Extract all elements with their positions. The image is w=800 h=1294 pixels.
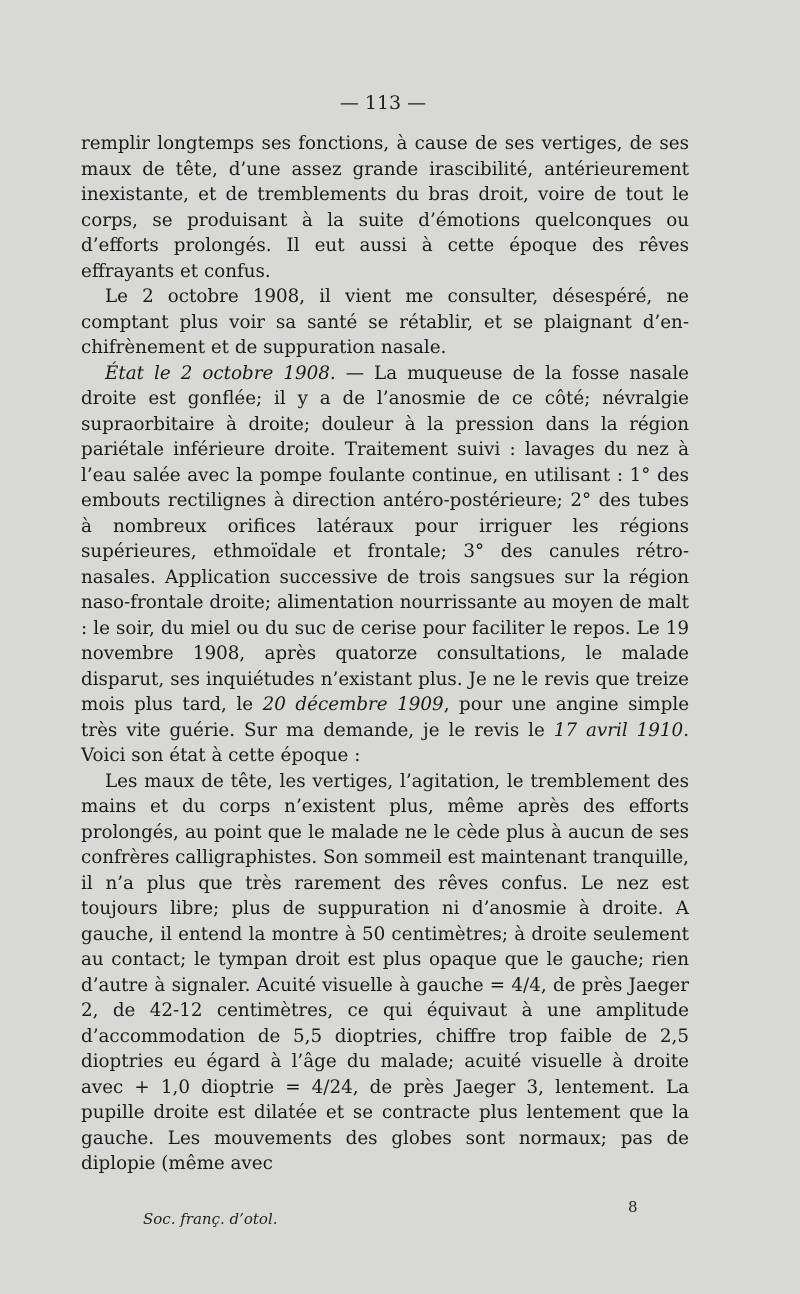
paragraph bbox=[81, 769, 689, 1177]
footer-journal-abbreviation: Soc. franç. d’otol. bbox=[143, 1210, 278, 1228]
text-run: Le 2 octobre 1908, il vient me consulter, désespéré, ne comptant plus voir sa santé se rétablir, et se plaignant d’enchifrènement et de suppuration nasale. bbox=[81, 286, 689, 358]
text-run: . Voici son état à cette époque : bbox=[81, 719, 689, 766]
italic-text-run: 20 décembre 1909 bbox=[262, 694, 444, 715]
text-run: , pour une angine simple très vite guérie. Sur ma demande, je le revis le bbox=[81, 694, 690, 741]
footer-signature-mark: 8 bbox=[628, 1198, 638, 1216]
paragraph bbox=[81, 361, 689, 769]
italic-text-run: 17 avril 1910 bbox=[553, 719, 684, 741]
italic-text-run: État le 2 octobre 1908. bbox=[105, 362, 336, 384]
page-number: — 113 — bbox=[339, 92, 427, 114]
text-run: remplir longtemps ses fonctions, à cause de ses vertiges, de ses maux de tête, d’une assez grande irascibilité, antérieurement inexistante, et de tremblements du bras droit, voire de tout le corps, se produisant à la suite d’émotions quelconques ou d’efforts prolongés. Il eut aussi à cette époque des rêves effrayants et confus. bbox=[81, 133, 689, 282]
body-text bbox=[81, 131, 689, 1177]
paragraph bbox=[81, 284, 689, 361]
text-run: Les maux de tête, les vertiges, l’agitation, le tremblement des mains et du corps n’existent plus, même après des efforts prolongés, au point que le malade ne le cède plus à aucun de ses confrères calligraphistes. Son sommeil est maintenant tranquille, il n’a plus que très rarement des rêves confus. Le nez est toujours libre; plus de suppuration ni d’anosmie à droite. A gauche, il entend la montre à 50 centimètres; à droite seulement au contact; le tympan droit est plus opaque que le gauche; rien d’autre à signaler. Acuité visuelle à gauche = 4/4, de près Jaeger 2, de 42-12 centimètres, ce qui équivaut à une amplitude d’accommodation de 5,5 dioptries, chiffre trop faible de 2,5 dioptries eu égard à l’âge du malade; acuité visuelle à droite avec + 1,0 dioptrie = 4/24, de près Jaeger 3, lentement. La pupille droite est dilatée et se contracte plus lentement que la gauche. Les mouvements des globes sont normaux; pas de diplopie (même avec bbox=[81, 770, 689, 1174]
paragraph bbox=[81, 131, 689, 284]
text-run: — La muqueuse de la fosse nasale droite est gonflée; il y a de l’anosmie de ce côté; névralgie supraorbitaire à droite; douleur à la pression dans la région pariétale inférieure droite. Traitement suivi : lavages du nez à l’eau salée avec la pompe foulante continue, en utilisant : 1° des embouts rectilignes à direction antéro-postérieure; 2° des tubes à nombreux orifices latéraux pour irriguer les régions supérieures, ethmoïdale et frontale; 3° des canules rétro-nasales. Application successive de trois sangsues sur la région naso-frontale droite; alimentation nourrissante au moyen de malt : le soir, du miel ou du suc de cerise pour faciliter le repos. Le 19 novembre 1908, après quatorze consultations, le malade disparut, ses inquiétudes n’existant plus. Je ne le revis que treize mois plus tard, le bbox=[81, 362, 689, 715]
